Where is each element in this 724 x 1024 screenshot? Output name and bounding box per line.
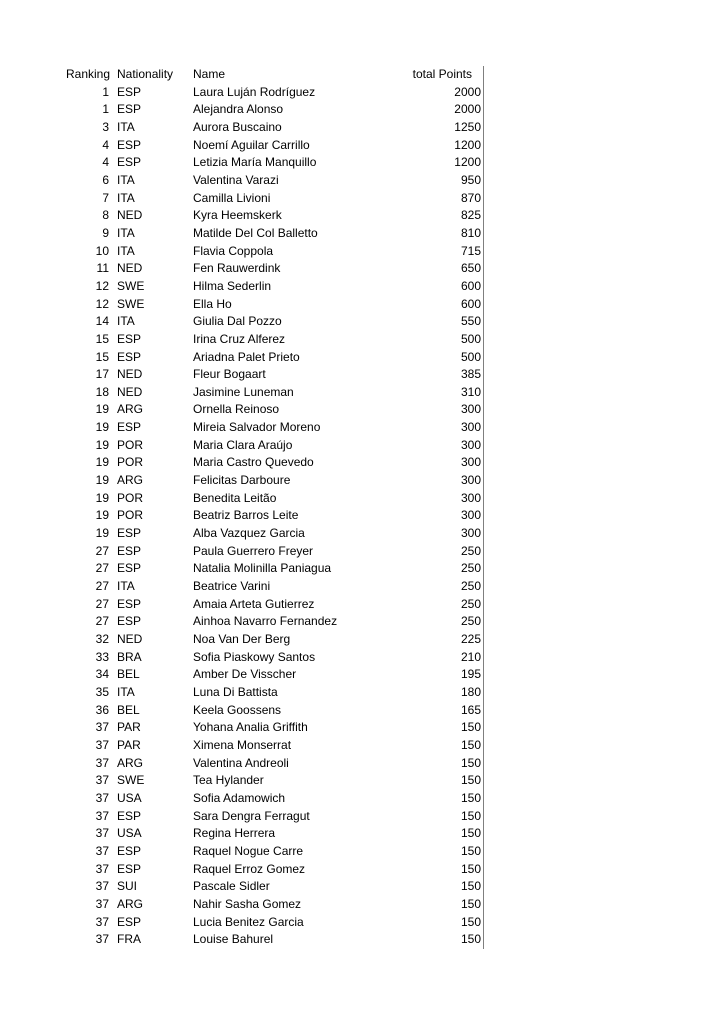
cell-ranking: 17 [95, 367, 109, 382]
table-row [66, 490, 484, 508]
cell-nationality: ARG [117, 402, 144, 417]
cell-nationality: ITA [117, 579, 135, 594]
cell-total-points: 180 [400, 684, 484, 702]
cell-name: Letizia María Manquillo [193, 155, 317, 170]
cell-nationality: PAR [117, 720, 141, 735]
cell-total-points: 310 [400, 384, 484, 402]
cell-nationality: SWE [117, 278, 145, 293]
cell-name: Ariadna Palet Prieto [193, 349, 300, 364]
cell-name: Lucia Benitez Garcia [193, 914, 304, 929]
cell-name: Alba Vazquez Garcia [193, 526, 305, 541]
cell-total-points: 150 [400, 843, 484, 861]
cell-total-points: 150 [400, 861, 484, 879]
header-name: Name [193, 67, 226, 81]
table-row [66, 331, 484, 349]
cell-ranking: 19 [95, 455, 109, 470]
table-row [66, 366, 484, 384]
cell-nationality: ESP [117, 543, 142, 558]
cell-ranking: 37 [95, 790, 109, 805]
cell-name: Valentina Andreoli [193, 755, 289, 770]
cell-total-points: 300 [400, 472, 484, 490]
cell-nationality: ITA [117, 225, 135, 240]
cell-ranking: 27 [95, 543, 109, 558]
cell-name: Paula Guerrero Freyer [193, 543, 314, 558]
header-total-points: total Points [400, 66, 484, 84]
cell-name: Irina Cruz Alferez [193, 331, 286, 346]
cell-nationality: SWE [117, 296, 145, 311]
cell-ranking: 8 [102, 208, 109, 223]
cell-nationality: ESP [117, 843, 142, 858]
cell-name: Kyra Heemskerk [193, 208, 282, 223]
table-row [66, 596, 484, 614]
cell-nationality: ESP [117, 420, 142, 435]
table-row [66, 313, 484, 331]
cell-ranking: 15 [95, 331, 109, 346]
cell-name: Pascale Sidler [193, 879, 270, 894]
cell-name: Hilma Sederlin [193, 278, 272, 293]
cell-ranking: 1 [102, 84, 109, 99]
cell-name: Amber De Visscher [193, 667, 297, 682]
cell-total-points: 300 [400, 490, 484, 508]
cell-name: Fleur Bogaart [193, 367, 266, 382]
cell-name: Flavia Coppola [193, 243, 274, 258]
cell-ranking: 18 [95, 384, 109, 399]
table-row [66, 578, 484, 596]
cell-total-points: 870 [400, 190, 484, 208]
cell-total-points: 195 [400, 666, 484, 684]
cell-name: Ximena Monserrat [193, 737, 292, 752]
cell-ranking: 27 [95, 579, 109, 594]
cell-total-points: 250 [400, 613, 484, 631]
cell-name: Laura Luján Rodríguez [193, 84, 316, 99]
cell-total-points: 300 [400, 437, 484, 455]
cell-name: Camilla Livioni [193, 190, 271, 205]
cell-total-points: 825 [400, 207, 484, 225]
cell-name: Raquel Erroz Gomez [193, 861, 306, 876]
table-row [66, 207, 484, 225]
cell-nationality: ITA [117, 684, 135, 699]
cell-nationality: ESP [117, 331, 142, 346]
table-row [66, 349, 484, 367]
table-row [66, 613, 484, 631]
cell-total-points: 165 [400, 702, 484, 720]
cell-ranking: 3 [102, 119, 109, 134]
table-row [66, 172, 484, 190]
cell-total-points: 2000 [400, 101, 484, 119]
cell-nationality: POR [117, 490, 144, 505]
cell-total-points: 300 [400, 419, 484, 437]
cell-ranking: 35 [95, 684, 109, 699]
table-row [66, 525, 484, 543]
table-row [66, 454, 484, 472]
cell-name: Noemí Aguilar Carrillo [193, 137, 310, 152]
cell-name: Maria Clara Araújo [193, 437, 293, 452]
cell-nationality: POR [117, 437, 144, 452]
cell-ranking: 4 [102, 155, 109, 170]
cell-name: Noa Van Der Berg [193, 632, 291, 646]
cell-ranking: 7 [102, 190, 109, 205]
cell-nationality: ESP [117, 84, 142, 99]
cell-ranking: 11 [96, 261, 109, 276]
table-row [66, 737, 484, 755]
cell-ranking: 32 [95, 632, 109, 646]
cell-ranking: 37 [95, 808, 109, 823]
cell-nationality: ITA [117, 243, 135, 258]
cell-name: Natalia Molinilla Paniagua [193, 561, 332, 576]
cell-total-points: 810 [400, 225, 484, 243]
cell-name: Regina Herrera [193, 826, 276, 841]
cell-ranking: 37 [95, 914, 109, 929]
table-row [66, 190, 484, 208]
table-row [66, 843, 484, 861]
cell-name: Ornella Reinoso [193, 402, 280, 417]
table-row [66, 702, 484, 720]
cell-name: Tea Hylander [193, 773, 264, 788]
table-row [66, 260, 484, 278]
cell-ranking: 19 [95, 526, 109, 541]
cell-name: Fen Rauwerdink [193, 261, 281, 276]
cell-ranking: 37 [95, 879, 109, 894]
cell-total-points: 950 [400, 172, 484, 190]
cell-nationality: ESP [117, 137, 142, 152]
cell-name: Luna Di Battista [193, 684, 278, 699]
cell-name: Keela Goossens [193, 702, 282, 717]
table-row [66, 401, 484, 419]
cell-ranking: 37 [95, 755, 109, 770]
cell-name: Matilde Del Col Balletto [193, 225, 318, 240]
cell-nationality: ESP [117, 561, 142, 576]
table-row [66, 914, 484, 932]
table-row [66, 719, 484, 737]
table-row [66, 278, 484, 296]
cell-ranking: 14 [95, 314, 109, 329]
table-row [66, 666, 484, 684]
cell-nationality: NED [117, 208, 143, 223]
cell-total-points: 250 [400, 578, 484, 596]
cell-nationality: USA [117, 826, 142, 841]
cell-name: Alejandra Alonso [193, 102, 284, 117]
cell-name: Aurora Buscaino [193, 119, 282, 134]
cell-name: Benedita Leitão [193, 490, 277, 505]
cell-total-points: 150 [400, 825, 484, 843]
table-row [66, 772, 484, 790]
cell-ranking: 37 [95, 896, 109, 911]
cell-nationality: ARG [117, 473, 144, 488]
table-row [66, 790, 484, 808]
cell-name: Amaia Arteta Gutierrez [193, 596, 315, 611]
cell-nationality: ESP [117, 526, 142, 541]
cell-total-points: 550 [400, 313, 484, 331]
cell-total-points: 250 [400, 543, 484, 561]
table-row [66, 560, 484, 578]
cell-nationality: ESP [117, 808, 142, 823]
table-row [66, 154, 484, 172]
cell-total-points: 600 [400, 278, 484, 296]
table-row [66, 649, 484, 667]
cell-total-points: 715 [400, 243, 484, 261]
table-row [66, 119, 484, 137]
cell-total-points: 150 [400, 808, 484, 826]
cell-ranking: 19 [95, 490, 109, 505]
cell-total-points: 150 [400, 772, 484, 790]
cell-total-points: 150 [400, 896, 484, 914]
cell-total-points: 650 [400, 260, 484, 278]
cell-total-points: 600 [400, 296, 484, 314]
table-row [66, 631, 484, 649]
table-row [66, 296, 484, 314]
cell-ranking: 12 [95, 278, 109, 293]
cell-ranking: 37 [95, 826, 109, 841]
cell-total-points: 150 [400, 737, 484, 755]
table-row [66, 825, 484, 843]
cell-nationality: ESP [117, 102, 142, 117]
cell-ranking: 19 [95, 420, 109, 435]
cell-ranking: 10 [95, 243, 109, 258]
cell-ranking: 1 [102, 102, 109, 117]
cell-name: Ella Ho [193, 296, 232, 311]
cell-nationality: ITA [117, 190, 135, 205]
cell-nationality: NED [117, 261, 143, 276]
header-ranking: Ranking [66, 67, 111, 81]
cell-name: Jasimine Luneman [193, 384, 294, 399]
cell-total-points: 150 [400, 914, 484, 932]
table-row [66, 472, 484, 490]
cell-name: Giulia Dal Pozzo [193, 314, 282, 329]
table-row [66, 808, 484, 826]
cell-nationality: ARG [117, 755, 144, 770]
cell-ranking: 33 [95, 649, 109, 664]
cell-total-points: 150 [400, 790, 484, 808]
cell-nationality: ESP [117, 614, 142, 629]
cell-total-points: 150 [400, 755, 484, 773]
table-row [66, 84, 484, 102]
cell-ranking: 27 [95, 561, 109, 576]
cell-ranking: 27 [95, 614, 109, 629]
cell-ranking: 37 [95, 861, 109, 876]
cell-name: Yohana Analia Griffith [193, 720, 308, 735]
cell-total-points: 385 [400, 366, 484, 384]
cell-ranking: 37 [95, 720, 109, 735]
cell-ranking: 19 [95, 473, 109, 488]
cell-nationality: BEL [117, 702, 140, 717]
cell-total-points: 1200 [400, 154, 484, 172]
cell-name: Raquel Nogue Carre [193, 843, 304, 858]
table-row [66, 931, 484, 949]
cell-total-points: 500 [400, 331, 484, 349]
cell-ranking: 37 [95, 843, 109, 858]
cell-nationality: ARG [117, 896, 144, 911]
cell-total-points: 1200 [400, 137, 484, 155]
cell-total-points: 225 [400, 631, 484, 649]
cell-nationality: PAR [117, 737, 141, 752]
cell-name: Valentina Varazi [193, 172, 279, 187]
cell-name: Ainhoa Navarro Fernandez [193, 614, 338, 629]
cell-nationality: USA [117, 790, 142, 805]
cell-nationality: SUI [117, 879, 138, 894]
cell-name: Beatrice Varini [193, 579, 271, 594]
cell-name: Beatriz Barros Leite [193, 508, 299, 523]
cell-total-points: 250 [400, 560, 484, 578]
cell-nationality: NED [117, 632, 143, 646]
table-row [66, 507, 484, 525]
cell-nationality: ESP [117, 349, 142, 364]
cell-nationality: ESP [117, 596, 142, 611]
table-row [66, 243, 484, 261]
table-row [66, 896, 484, 914]
cell-total-points: 150 [400, 931, 484, 949]
cell-ranking: 37 [95, 737, 109, 752]
cell-nationality: POR [117, 455, 144, 470]
cell-nationality: ITA [117, 119, 135, 134]
cell-name: Mireia Salvador Moreno [193, 420, 321, 435]
cell-ranking: 19 [95, 402, 109, 417]
cell-total-points: 150 [400, 719, 484, 737]
cell-nationality: BEL [117, 667, 140, 682]
table-row [66, 437, 484, 455]
cell-nationality: ITA [117, 172, 135, 187]
cell-nationality: POR [117, 508, 144, 523]
cell-total-points: 300 [400, 454, 484, 472]
table-row [66, 384, 484, 402]
table-row [66, 684, 484, 702]
cell-nationality: FRA [117, 932, 141, 947]
table-row [66, 419, 484, 437]
table-row [66, 878, 484, 896]
header-nationality: Nationality [117, 67, 174, 81]
cell-total-points: 300 [400, 525, 484, 543]
cell-total-points: 300 [400, 401, 484, 419]
table-row [66, 861, 484, 879]
cell-total-points: 250 [400, 596, 484, 614]
cell-nationality: ESP [117, 861, 142, 876]
cell-name: Maria Castro Quevedo [193, 455, 314, 470]
cell-ranking: 12 [95, 296, 109, 311]
cell-nationality: ESP [117, 155, 142, 170]
rankings-table [66, 66, 484, 949]
cell-ranking: 27 [95, 596, 109, 611]
cell-ranking: 34 [95, 667, 109, 682]
table-row [66, 225, 484, 243]
cell-name: Sara Dengra Ferragut [193, 808, 310, 823]
table-header-row [66, 66, 484, 84]
cell-nationality: NED [117, 384, 143, 399]
cell-name: Louise Bahurel [193, 932, 274, 947]
cell-ranking: 19 [95, 437, 109, 452]
cell-total-points: 500 [400, 349, 484, 367]
cell-total-points: 1250 [400, 119, 484, 137]
cell-total-points: 300 [400, 507, 484, 525]
cell-ranking: 37 [95, 932, 109, 947]
cell-name: Sofia Piaskowy Santos [193, 649, 316, 664]
table-body [66, 84, 484, 949]
table-row [66, 137, 484, 155]
cell-total-points: 210 [400, 649, 484, 667]
table-row [66, 543, 484, 561]
cell-nationality: SWE [117, 773, 145, 788]
table-row [66, 101, 484, 119]
cell-name: Felicitas Darboure [193, 473, 291, 488]
cell-ranking: 37 [95, 773, 109, 788]
cell-ranking: 15 [95, 349, 109, 364]
cell-nationality: ESP [117, 914, 142, 929]
cell-total-points: 150 [400, 878, 484, 896]
cell-ranking: 4 [102, 137, 109, 152]
cell-name: Nahir Sasha Gomez [193, 896, 302, 911]
table-row [66, 755, 484, 773]
cell-nationality: BRA [117, 649, 142, 664]
cell-total-points: 2000 [400, 84, 484, 102]
cell-ranking: 6 [102, 172, 109, 187]
cell-ranking: 19 [95, 508, 109, 523]
cell-name: Sofia Adamowich [193, 790, 286, 805]
cell-ranking: 9 [102, 225, 109, 240]
cell-nationality: ITA [117, 314, 135, 329]
cell-nationality: NED [117, 367, 143, 382]
cell-ranking: 36 [95, 702, 109, 717]
